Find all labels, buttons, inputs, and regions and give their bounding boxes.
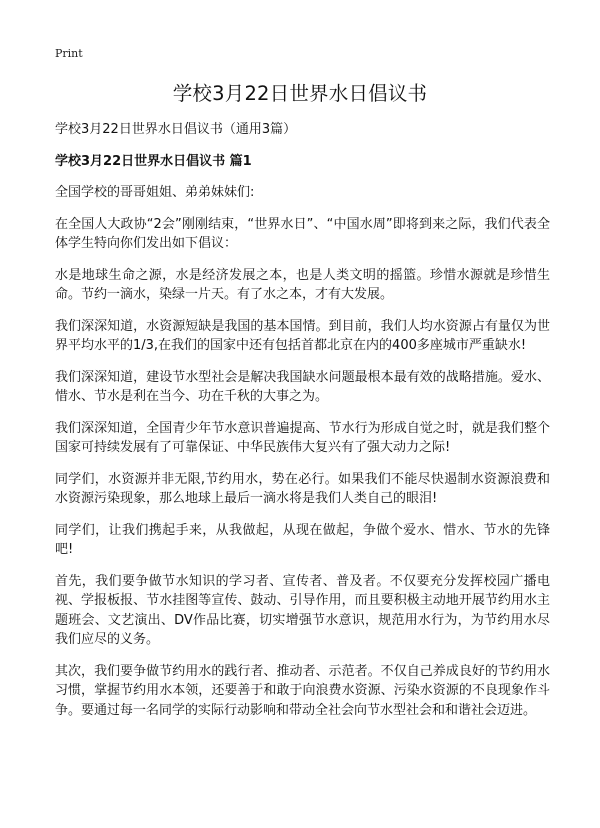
paragraph-water-saving-society: 我们深深知道，建设节水型社会是解决我国缺水问题最根本最有效的战略措施。爱水、惜水、节水是利在当今、功在千秋的大事之为。 — [55, 369, 550, 404]
paragraph-join-hands: 同学们，让我们携起手来，从我做起，从现在做起，争做个爱水、惜水、节水的先锋吧! — [55, 522, 550, 557]
paragraph-greeting: 全国学校的哥哥姐姐、弟弟妹妹们: — [55, 185, 255, 200]
section-heading: 学校3月22日世界水日倡议书 篇1 — [55, 154, 252, 169]
paragraph-intro: 在全国人大政协“2会”刚刚结束，“世界水日”、“中国水周”即将到来之际，我们代表全体学生特向你们发出如下倡议： — [55, 216, 550, 251]
paragraph-first-point: 首先，我们要争做节水知识的学习者、宣传者、普及者。不仅要充分发挥校园广播电视、学报板报、节水挂图等宣传、鼓动、引导作用，而且要积极主动地开展节约用水主题班会、文艺演出、DV作品比赛，切实增强节水意识，规范用水行为，为节约用水尽我们应尽的义务。 — [55, 573, 550, 647]
document-title: 学校3月22日世界水日倡议书 — [172, 82, 428, 105]
document-body — [55, 120, 550, 732]
document-subtitle: 学校3月22日世界水日倡议书（通用3篇） — [55, 122, 297, 137]
print-link[interactable]: Print — [55, 47, 83, 60]
paragraph-second-point: 其次，我们要争做节约用水的践行者、推动者、示范者。不仅自己养成良好的节约用水习惯，掌握节约用水本领，还要善于和敢于向浪费水资源、污染水资源的不良现象作斗争。要通过每一名同学的实际行动影响和带动全社会向节水型社会和和谐社会迈进。 — [55, 663, 550, 718]
paragraph-call-to-action: 同学们，水资源并非无限,节约用水，势在必行。如果我们不能尽快遏制水资源浪费和水资源污染现象，那么地球上最后一滴水将是我们人类自己的眼泪! — [55, 471, 550, 506]
paragraph-water-shortage: 我们深深知道，水资源短缺是我国的基本国情。到目前，我们人均水资源占有量仅为世界平均水平的1/3,在我们的国家中还有包括首都北京在内的400多座城市严重缺水! — [55, 318, 550, 353]
paragraph-youth-awareness: 我们深深知道，全国青少年节水意识普遍提高、节水行为形成自觉之时，就是我们整个国家可持续发展有了可靠保证、中华民族伟大复兴有了强大动力之际! — [55, 420, 550, 455]
paragraph-water-source: 水是地球生命之源，水是经济发展之本，也是人类文明的摇篮。珍惜水源就是珍惜生命。节约一滴水，染绿一片天。有了水之本，才有大发展。 — [55, 267, 550, 302]
